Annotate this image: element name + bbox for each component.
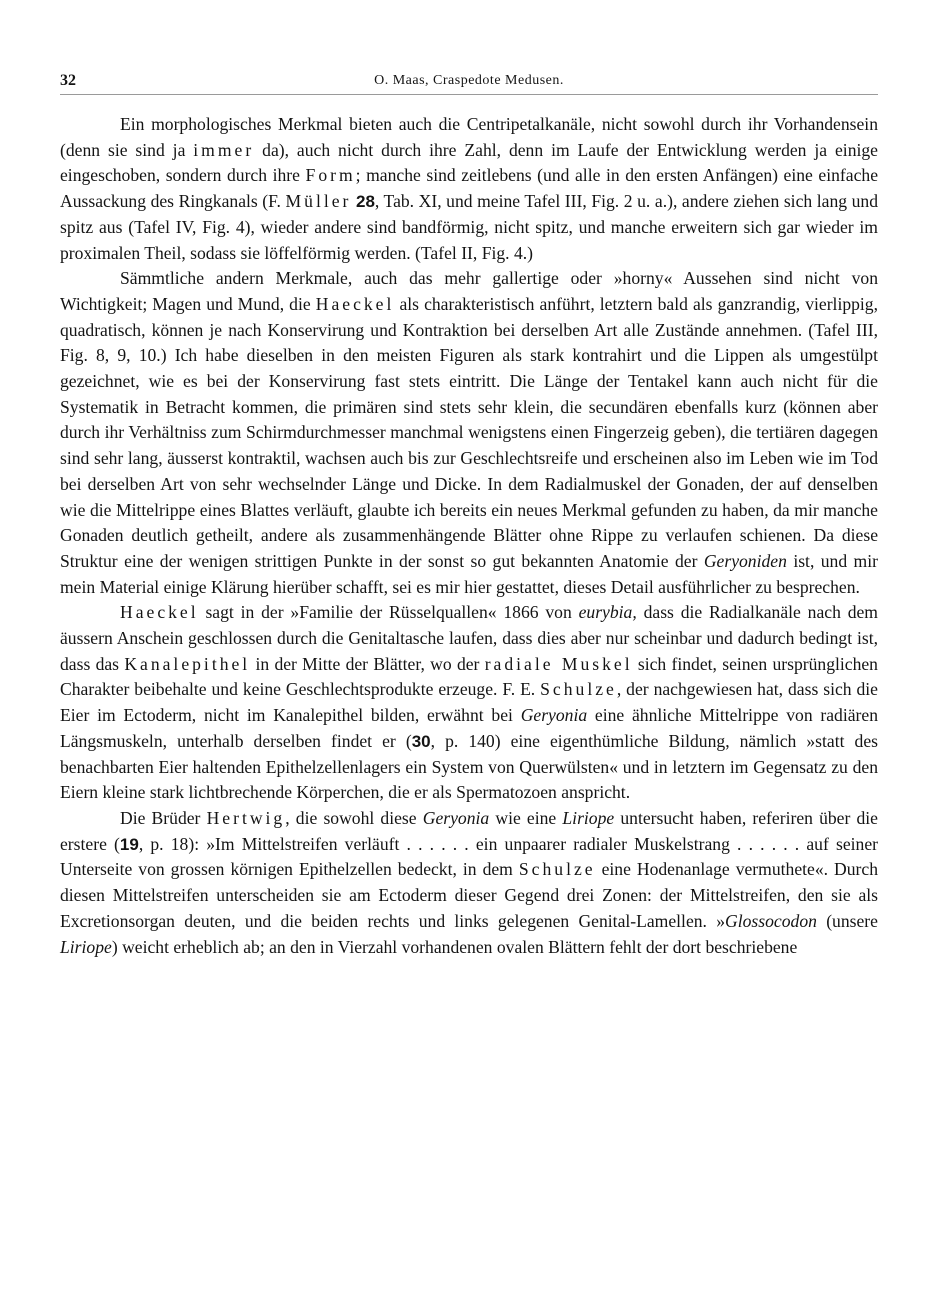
text-run: Sämmtliche andern Merkmale, auch das mehr gallertige oder »horny« Aussehen sind nicht von Wichtigkeit; Magen und Mund, die: [60, 268, 878, 314]
text-run: , p. 18): »Im Mittelstreifen verläuft . . . . . . ein unpaarer radialer Muskelstrang . . . . . . auf seiner Unterseite von grossen körnigen Epithelzellen bedeckt, in dem: [60, 833, 879, 880]
spaced-name: Kanalepithel: [124, 653, 251, 674]
reference-number: 28: [355, 192, 375, 212]
spaced-name: Schulze: [518, 859, 596, 880]
italic-term: Geryonia: [422, 807, 490, 828]
paragraph: [60, 266, 878, 600]
paragraph: [60, 112, 878, 266]
text-run: , der nachgewiesen hat, dass sich die Eier im Ectoderm, nicht im Kanalepithel bilden, erwähnt bei: [60, 679, 878, 726]
text-run: (unsere: [816, 910, 878, 931]
text-run: untersucht haben, referiren über die erstere (: [60, 807, 878, 854]
italic-term: Liriope: [60, 936, 112, 957]
italic-term: Geryonia: [520, 705, 588, 726]
text-run: wie eine: [489, 807, 563, 828]
spaced-name: Hertwig: [206, 807, 286, 828]
text-run: in der Mitte der Blätter, wo der: [250, 653, 485, 674]
text-run: ist, und mir mein Material einige Klärung hierüber schafft, sei es mir hier gestattet, dieses Detail ausführlicher zu besprechen.: [60, 550, 878, 597]
page-number: 32: [60, 72, 76, 89]
body-text: [60, 112, 878, 960]
text-run: , p. 140) eine eigenthümliche Bildung, nämlich »statt des benachbarten Eier haltenden Epithelzellenlagers ein System von Querwülsten« und in letztern im Gegensatz zu den Eiern kleine stark lichtbrechende Körperchen, die er als Spermatozoen anspricht.: [60, 730, 878, 803]
text-run: Die Brüder: [120, 807, 207, 828]
reference-number: 30: [411, 731, 431, 751]
text-run: eine ähnliche Mittelrippe von radiären Längsmuskeln, unterhalb derselben findet er (: [60, 705, 879, 751]
text-run: Ein morphologisches Merkmal bieten auch die Centripetalkanäle, nicht sowohl durch ihr Vorhandensein (denn sie sind ja: [60, 114, 878, 160]
text-run: sagt in der »Familie der Rüsselquallen« 1866 von: [198, 602, 579, 623]
text-run: , die sowohl diese: [285, 807, 423, 828]
text-run: sich findet, seinen ursprünglichen Charakter beibehalte und keine Geschlechtsprodukte erzeuge. F. E.: [60, 653, 878, 700]
running-head: O. Maas, Craspedote Medusen.: [374, 73, 564, 88]
text-run: , Tab. XI, und meine Tafel III, Fig. 2 u. a.), andere ziehen sich lang und spitz aus (Tafel IV, Fig. 4), wieder andere sind bandförmig, nicht spitz, und manche erweitern sich gar wieder im proximalen Theil, sodass sie löffelförmig werden. (Tafel II, Fig. 4.): [60, 191, 878, 263]
italic-term: eurybia,: [578, 602, 637, 623]
spaced-name: radiale Muskel: [484, 653, 633, 674]
italic-term: Liriope: [562, 807, 615, 828]
spaced-name: Form: [305, 165, 356, 186]
text-run: dass die Radialkanäle nach dem äussern Anschein geschlossen durch die Genitaltasche laufen, dass dies aber nur scheinbar und dadurch bedingt ist, dass das: [60, 602, 878, 674]
page-header: [60, 72, 878, 95]
paragraph: [60, 600, 878, 806]
reference-number: 19: [119, 834, 139, 854]
text-run: da), auch nicht durch ihre Zahl, denn im Laufe der Entwicklung werden ja einige eingeschoben, sondern durch ihre: [60, 139, 878, 186]
paragraph: [60, 806, 878, 960]
text-run: als charakteristisch anführt, letztern bald als ganzrandig, vierlippig, quadratisch, können je nach Konservirung und Kontraktion bei derselben Art alle Zustände annehmen. (Tafel III, Fig. 8, 9, 10.) Ich habe dieselben in den meisten Figuren als stark kontrahirt und die Lippen als umgestülpt gezeichnet, wie es bei der Konservirung fast stets eintritt. Die Länge der Tentakel kann auch nicht für die Systematik in Betracht kommen, die primären sind stets sehr klein, die secundären ebenfalls kurz (können aber durch ihr Verhältniss zum Schirmdurchmesser manchmal wenigstens einen Fingerzeig geben), die tertiären dagegen sind sehr lang, äusserst kontraktil, wachsen auch bis zur Geschlechtsreife und erscheinen also im Leben wie im Tod bei derselben Art von sehr wechselnder Länge und Dicke. In dem Radialmuskel der Gonaden, der auf denselben wie die Mittelrippe eines Blattes verläuft, glaubte ich bereits ein neues Merkmal gefunden zu haben, da mir manche Gonaden deutlich getheilt, andere als zusammenhängende Blätter ohne Rippe zu verlaufen schienen. Da diese Struktur eine der wenigen strittigen Punkte in der sonst so gut bekannten Anatomie der: [60, 293, 879, 571]
italic-term: Geryoniden: [703, 550, 787, 571]
italic-term: Glossocodon: [725, 910, 817, 931]
text-run: eine Hodenanlage vermuthete«. Durch diesen Mittelstreifen unterscheiden sie am Ectoderm dieser Gegend drei Zonen: der Mittelstreifen, den sie als Excretionsorgan deuten, und die beiden rechts und links gelegenen Genital-Lamellen. »: [60, 859, 878, 931]
spaced-name: Haeckel: [315, 293, 395, 314]
spaced-name: immer: [193, 139, 255, 160]
text-run: ) weicht erheblich ab; an den in Vierzahl vorhandenen ovalen Blättern fehlt der dort beschriebene: [111, 936, 798, 957]
spaced-name: Schulze: [540, 679, 617, 700]
text-run: ; manche sind zeitlebens (und alle in den ersten Anfängen) eine einfache Aussackung des Ringkanals (F.: [60, 165, 879, 212]
spaced-name: Müller: [285, 191, 352, 212]
spaced-name: Haeckel: [120, 602, 199, 623]
